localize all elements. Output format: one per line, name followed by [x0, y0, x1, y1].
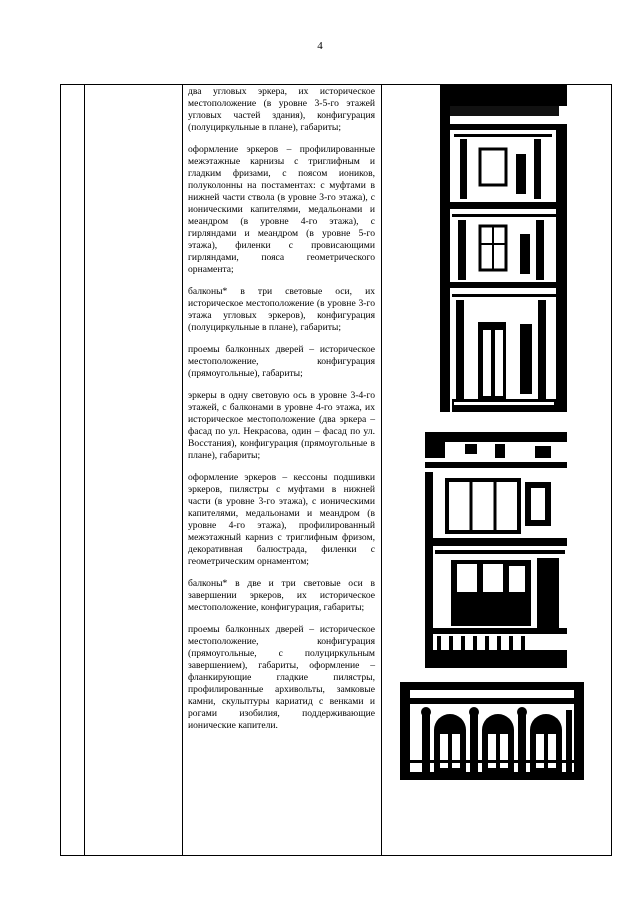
description-cell — [188, 84, 375, 742]
corner-oriel-photo — [440, 84, 567, 412]
column-border — [84, 84, 85, 856]
balcony-doors-photo — [400, 682, 584, 780]
heritage-table — [60, 84, 612, 856]
description-paragraph: оформление эркеров – профилированные межэтажные карнизы с триглифным и гладким фризами, с поясом иоников, полуколонны на постаментах: с муфтами в нижней части ствола (в уровне 3-го этажа), с ионическими капителями, медальонами и меандром (в уровне 4-го этажа), с гирляндами и меандром (в уровне 5-го этажа), филенки с провисающими гирляндами, пояса геометрического орнамента; — [188, 144, 375, 275]
description-paragraph: два угловых эркера, их историческое местоположение (в уровне 3-5-го этажей угловых частей здания), конфигурация (полуциркульные в плане), габариты; — [188, 86, 375, 133]
description-paragraph: проемы балконных дверей – историческое местоположение, конфигурация (прямоугольные), габариты; — [188, 344, 375, 379]
description-paragraph: балконы* в две и три световые оси в завершении эркеров, их историческое местоположение, конфигурация, габариты; — [188, 578, 375, 613]
rectangular-oriel-photo — [425, 432, 567, 668]
column-border — [60, 84, 61, 856]
page-number: 4 — [317, 40, 323, 52]
description-paragraph: оформление эркеров – кессоны подшивки эркеров, пилястры с муфтами в нижней части (в уровне 3-го этажа), с ионическими капителями, медальонами и меандром (в уровне 4-го этажа), профилированный межэтажный карниз с триглифным фризом, декоративная балюстрада, филенки с геометрическим орнаментом; — [188, 472, 375, 567]
column-border — [182, 84, 183, 856]
column-border — [611, 84, 612, 856]
description-paragraph: эркеры в одну световую ось в уровне 3-4-го этажей, с балконами в уровне 4-го этажа, их историческое местоположение (два эркера – фасад по ул. Некрасова, один – фасад по ул. Восстания), конфигурация (прямоугольные в плане), габариты; — [188, 390, 375, 461]
table-bottom-border — [60, 855, 612, 856]
column-border — [381, 84, 382, 856]
description-paragraph: балконы* в три световые оси, их историческое местоположение (в уровне 3-го этажа угловых эркеров), конфигурация (полуциркульные в плане), габариты; — [188, 286, 375, 333]
description-paragraph: проемы балконных дверей – историческое местоположение, конфигурация (прямоугольные, с полуциркульным завершением), габариты, оформление – фланкирующие гладкие пилястры, профилированные архивольты, замковые камни, скульптуры кариатид с венками и рогами изобилия, поддерживающие ионические капители. — [188, 624, 375, 731]
